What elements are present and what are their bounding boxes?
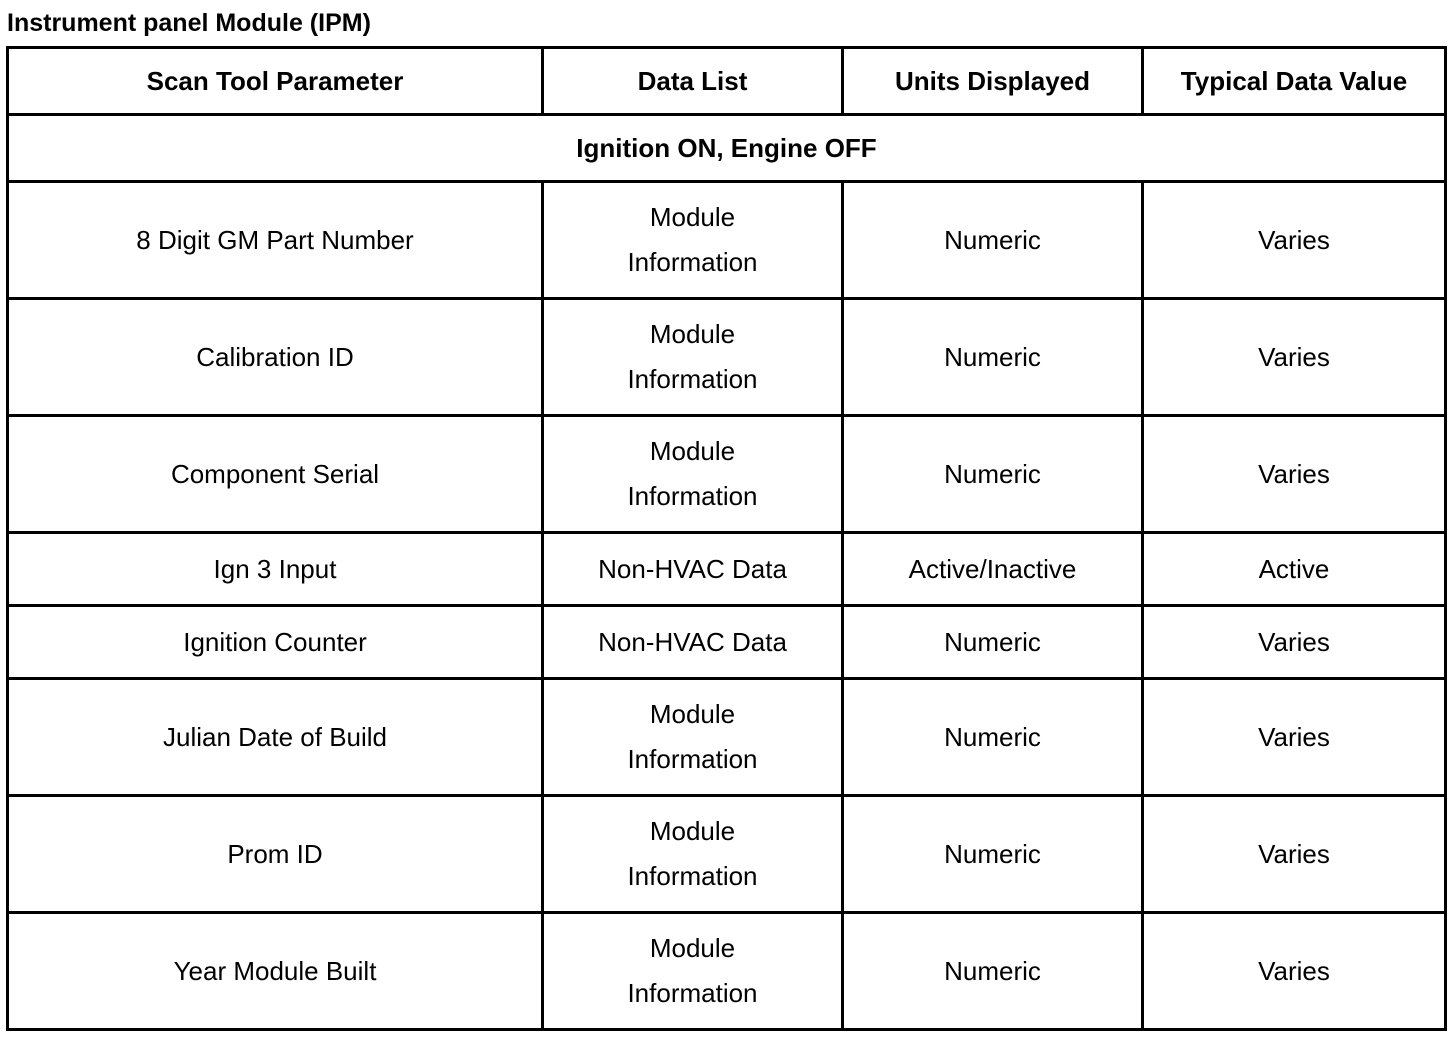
table-header-row [8, 48, 1446, 115]
cell-typical-value: Varies [1143, 299, 1446, 416]
section-label: Ignition ON, Engine OFF [8, 115, 1446, 182]
cell-data-list [543, 606, 843, 679]
header-typical-data-value: Typical Data Value [1143, 48, 1446, 115]
data-list-text: Module Information [627, 202, 758, 277]
data-list-text: Module Information [627, 933, 758, 1008]
cell-units: Active/Inactive [843, 533, 1143, 606]
document-title: Instrument panel Module (IPM) [7, 9, 371, 37]
data-list-text: Module Information [627, 319, 758, 394]
header-units-displayed: Units Displayed [843, 48, 1143, 115]
cell-parameter: Julian Date of Build [8, 679, 543, 796]
table-row [8, 182, 1446, 299]
cell-units: Numeric [843, 606, 1143, 679]
cell-data-list [543, 679, 843, 796]
section-row [8, 115, 1446, 182]
cell-units: Numeric [843, 182, 1143, 299]
cell-parameter: 8 Digit GM Part Number [8, 182, 543, 299]
cell-units: Numeric [843, 913, 1143, 1030]
table-row [8, 299, 1446, 416]
data-list-text: Non-HVAC Data [598, 626, 787, 657]
cell-parameter: Calibration ID [8, 299, 543, 416]
cell-data-list [543, 182, 843, 299]
cell-units: Numeric [843, 796, 1143, 913]
header-scan-tool-parameter: Scan Tool Parameter [8, 48, 543, 115]
cell-data-list [543, 796, 843, 913]
data-list-text: Module Information [627, 699, 758, 774]
cell-typical-value: Varies [1143, 416, 1446, 533]
data-list-text: Non-HVAC Data [598, 553, 787, 584]
cell-data-list [543, 913, 843, 1030]
cell-parameter: Ign 3 Input [8, 533, 543, 606]
scan-tool-data-table [6, 46, 1447, 1031]
cell-typical-value: Varies [1143, 796, 1446, 913]
cell-data-list [543, 416, 843, 533]
cell-units: Numeric [843, 416, 1143, 533]
cell-parameter: Prom ID [8, 796, 543, 913]
table-row [8, 533, 1446, 606]
data-list-text: Module Information [627, 816, 758, 891]
cell-typical-value: Varies [1143, 606, 1446, 679]
cell-parameter: Year Module Built [8, 913, 543, 1030]
cell-typical-value: Active [1143, 533, 1446, 606]
cell-typical-value: Varies [1143, 679, 1446, 796]
cell-units: Numeric [843, 679, 1143, 796]
table-row [8, 606, 1446, 679]
header-data-list: Data List [543, 48, 843, 115]
cell-data-list [543, 533, 843, 606]
table-row [8, 913, 1446, 1030]
cell-typical-value: Varies [1143, 913, 1446, 1030]
data-list-text: Module Information [627, 436, 758, 511]
cell-data-list [543, 299, 843, 416]
table-row [8, 416, 1446, 533]
table-row [8, 796, 1446, 913]
cell-typical-value: Varies [1143, 182, 1446, 299]
cell-parameter: Ignition Counter [8, 606, 543, 679]
cell-parameter: Component Serial [8, 416, 543, 533]
table-row [8, 679, 1446, 796]
cell-units: Numeric [843, 299, 1143, 416]
